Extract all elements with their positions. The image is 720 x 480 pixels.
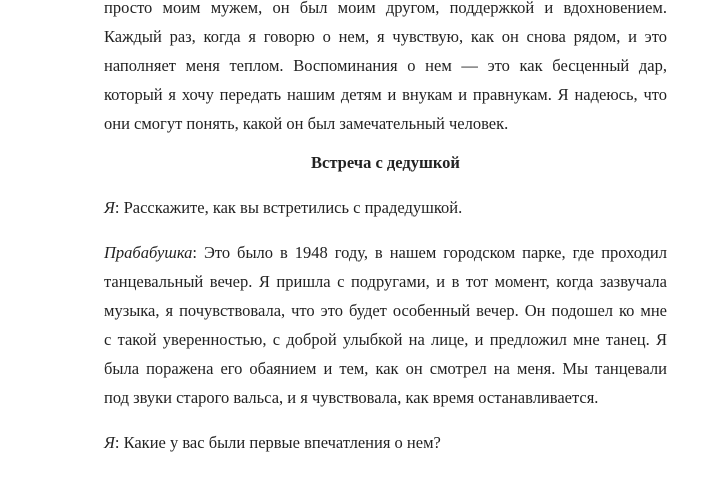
answer-text: : Это было в 1948 году, в нашем городском парке, где проходил bbox=[192, 243, 667, 262]
text-line: музыка, я почувствовала, что это будет особенный вечер. Он подошел ко мне bbox=[104, 301, 667, 320]
text-line: просто моим мужем, он был моим другом, поддержкой и вдохновением. bbox=[104, 0, 667, 17]
text-line: Каждый раз, когда я говорю о нем, я чувствую, как он снова рядом, и это bbox=[104, 27, 667, 46]
text-line: который я хочу передать нашим детям и внукам и правнукам. Я надеюсь, что bbox=[104, 85, 667, 104]
text-line: с такой уверенностью, с доброй улыбкой на лице, и предложил мне танец. Я bbox=[104, 330, 667, 349]
document-page bbox=[104, 0, 667, 457]
question-1 bbox=[104, 193, 667, 222]
speaker-label: Прабабушка bbox=[104, 243, 193, 262]
section-heading: Встреча с дедушкой bbox=[311, 153, 460, 172]
text-line: танцевальный вечер. Я пришла с подругами, и в тот момент, когда зазвучала bbox=[104, 272, 667, 291]
text-line bbox=[104, 238, 667, 267]
text-line: была поражена его обаянием и тем, как он смотрел на меня. Мы танцевали bbox=[104, 359, 667, 378]
question-text: : Расскажите, как вы встретились с прадедушкой. bbox=[114, 198, 463, 217]
text-line: они смогут понять, какой он был замечательный человек. bbox=[104, 114, 509, 133]
question-text: : Какие у вас были первые впечатления о нем? bbox=[114, 433, 441, 452]
speaker-label: Я bbox=[104, 198, 115, 217]
text-line: под звуки старого вальса, и я чувствовала, как время останавливается. bbox=[104, 388, 599, 407]
question-2 bbox=[104, 428, 667, 457]
speaker-label: Я bbox=[104, 433, 115, 452]
paragraph-memories bbox=[104, 0, 667, 138]
text-line: наполняет меня теплом. Воспоминания о нем — это как бесценный дар, bbox=[104, 56, 667, 75]
answer-1 bbox=[104, 238, 667, 412]
